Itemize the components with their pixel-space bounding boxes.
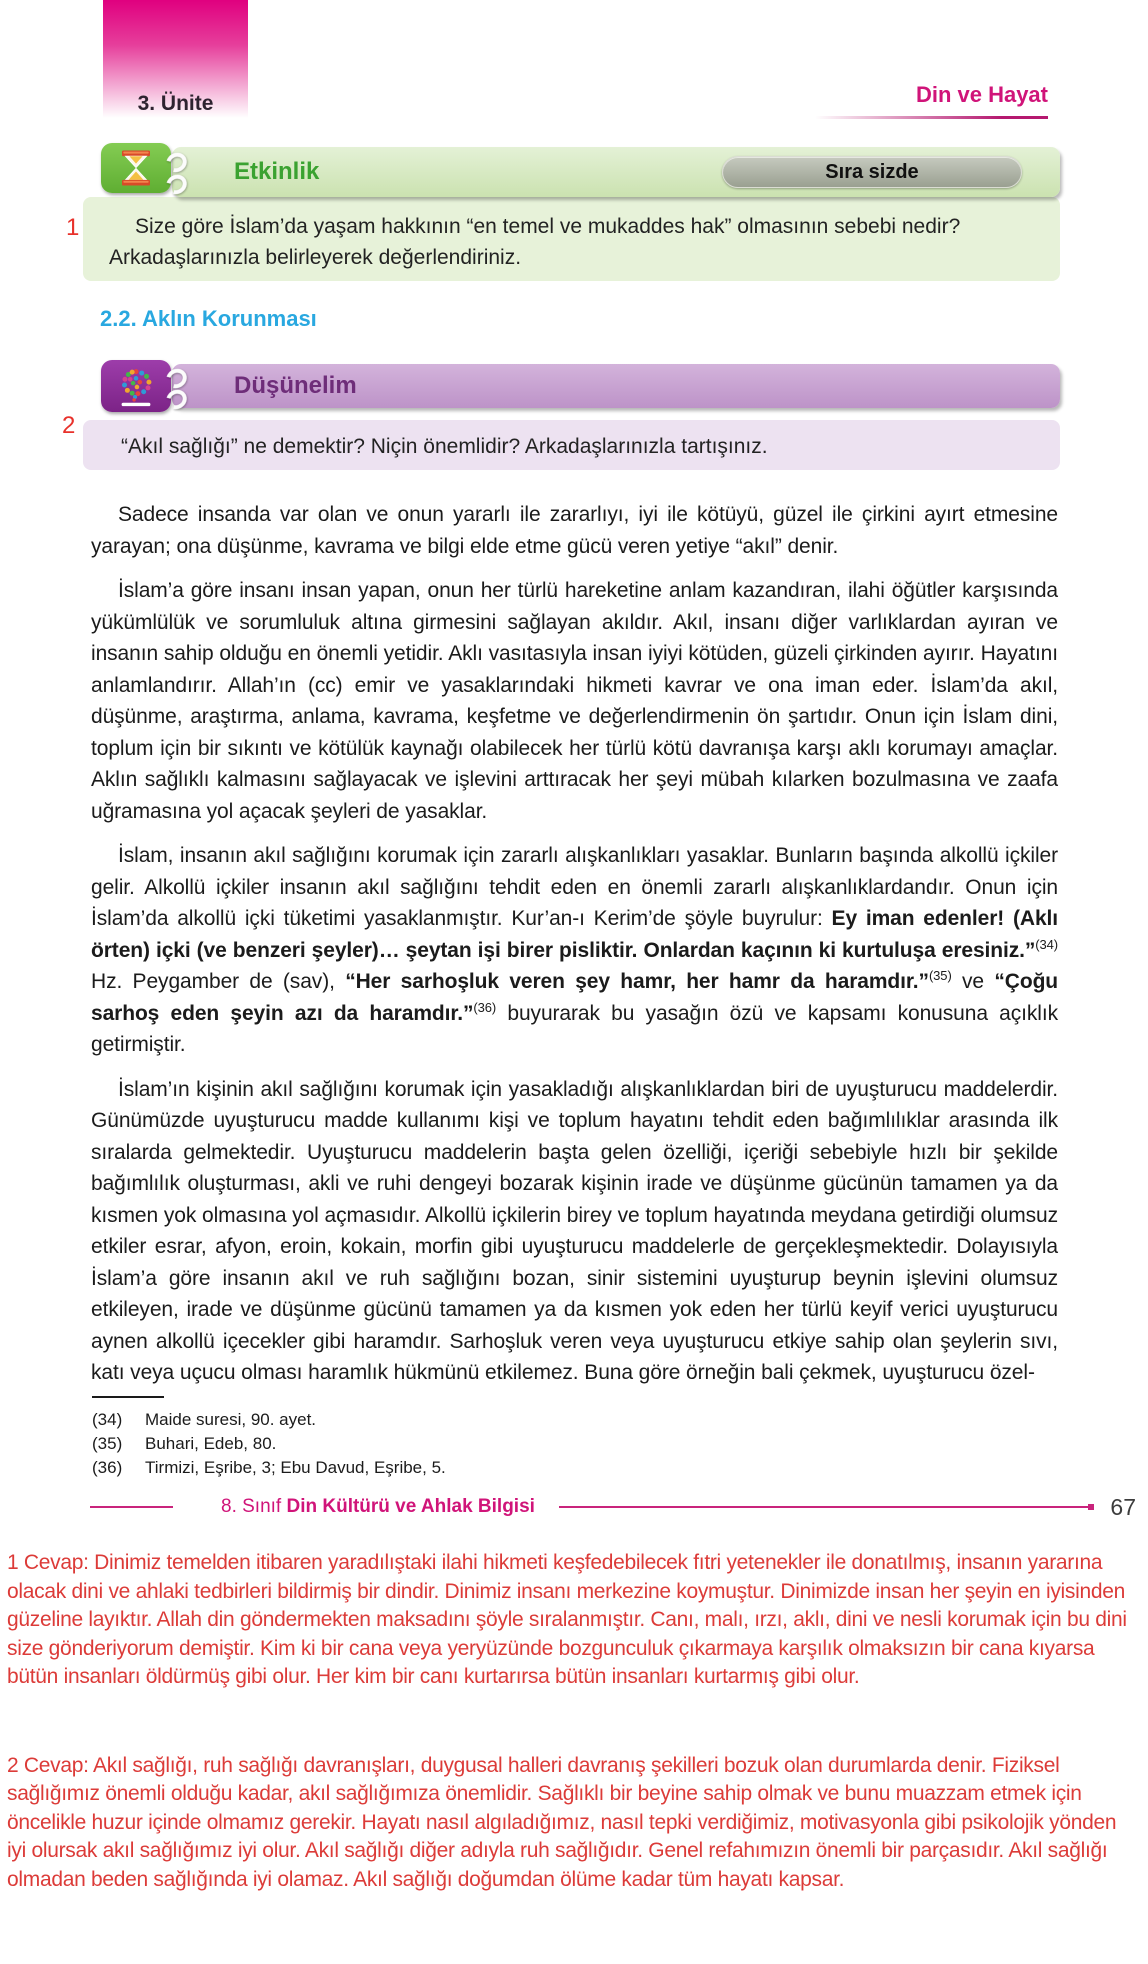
body-paragraph <box>91 499 1058 562</box>
unit-label: 3. Ünite <box>137 92 214 115</box>
body-paragraph <box>91 1074 1058 1389</box>
paragraph-text: İslam, insanın akıl sağlığını korumak için zararlı alışkanlıkları yasaklar. Bunların başında alkollü içkiler gelir. Alkollü içkiler insanın akıl sağlığını tehdit eden en önemli zararlı alışkanlıklardandır. Onun için İslam’da alkollü içki tüketimi yasaklanmıştır. Kur’an-ı Kerim’de şöyle buyrulur: <box>91 844 1058 930</box>
think-header-bar <box>172 364 1060 408</box>
paragraph-text: İslam’a göre insanı insan yapan, onun her türlü hareketine anlam kazandıran, ilahi öğütler karşısında yükümlülük ve sorumluluk altına girmesini sağlayan akıldır. Akıl, insanı diğer varlıklardan ayıran ve insanın sahip olduğu en önemli yetidir. Aklı vasıtasıyla insan iyiyi kötüden, güzeli çirkinden ayırır. Hayatını anlamlandırır. Allah’ın (cc) emir ve yasaklarındaki hikmeti kavrar ve ona iman eder. İslam’da akıl, düşünme, araştırma, anlama, kavrama, keşfetme ve değerlendirmenin ön şartıdır. Onun için İslam dini, toplum için bir sıkıntı ve kötülük kaynağı olabilecek her türlü kötü davranışa karşı aklı korumayı amaçlar. Aklın sağlıklı kalmasını sağlayacak ve işlevini arttıracak her şeyi mübah kılarken bozulmasına ve zaafa uğramasına yol açacak şeyleri de yasaklar. <box>91 579 1058 823</box>
footer-line-dot <box>1088 1504 1094 1510</box>
body-paragraph <box>91 575 1058 827</box>
section-heading: 2.2. Aklın Korunması <box>100 306 317 331</box>
footer-line-short <box>90 1506 173 1508</box>
paragraph-text: Sadece insanda var olan ve onun yararlı ile zararlıyı, iyi ile kötüyü, güzel ile çirkini ayırt etmesine yarayan; ona düşünme, kavrama ve bilgi elde etme gücü veren yetiye “akıl” denir. <box>91 503 1058 558</box>
think-question: “Akıl sağlığı” ne demektir? Niçin önemlidir? Arkadaşlarınızla tartışınız. <box>121 435 768 458</box>
footnote <box>92 1432 852 1456</box>
chapter-underline <box>815 116 1048 119</box>
page-footer <box>90 1494 1136 1520</box>
paragraph-text: buyurarak bu yasağın özü ve kapsamı konusuna açıklık getirmiştir. <box>91 1001 1058 1056</box>
sira-sizde-button[interactable]: Sıra sizde <box>722 156 1022 188</box>
think-title: Düşünelim <box>234 372 357 399</box>
answer-marker-1: 1 <box>66 214 80 241</box>
footnote-ref: (36) <box>473 999 497 1015</box>
paragraph-text: “Her sarhoşluk veren şey hamr, her hamr da haramdır.” <box>345 970 929 993</box>
footer-grade: 8. Sınıf <box>221 1496 287 1517</box>
answer-marker-2: 2 <box>62 412 76 439</box>
footnote <box>92 1408 852 1432</box>
paragraph-text: “Çoğu sarhoş eden şeyin azı da haramdır.” <box>91 970 1059 1025</box>
activity-question: Size göre İslam’da yaşam hakkının “en temel ve mukaddes hak” olmasının sebebi nedir? Arkadaşlarınızla belirleyerek değerlendiriniz. <box>109 215 961 269</box>
footnote-divider <box>92 1396 164 1398</box>
footnote-number: (34) <box>92 1410 123 1429</box>
body-text <box>91 499 1058 1402</box>
paragraph-text: ve <box>951 970 995 993</box>
footnote-text: Tirmizi, Eşribe, 3; Ebu Davud, Eşribe, 5. <box>145 1458 446 1477</box>
brain-icon <box>101 360 171 412</box>
activity-title: Etkinlik <box>234 158 320 185</box>
footnote-ref: (35) <box>928 968 952 983</box>
paragraph-text: İslam’ın kişinin akıl sağlığını korumak için yasakladığı alışkanlıklardan biri de uyuşturucu maddelerdir. Günümüzde uyuşturucu madde kullanımı kişi ve toplum hayatını tehdit eden bağımlılıklar arasında ilk sıralarda gelmektedir. Uyuşturucu maddelerin başta gelen özelliği, içeriği sebebiyle hızlı bir şekilde bağımlılık oluşturması, akli ve ruhi dengeyi bozarak kişinin irade ve düşünme gücünün tamamen ya da kısmen yok olmasına yol açmasıdır. Alkollü içkilerin birey ve toplum hayatında meydana getirdiği olumsuz etkiler esrar, afyon, eroin, kokain, morfin gibi uyuşturucu maddelerle de gerçekleşmektedir. Dolayısıyla İslam’a göre insanın akıl ve ruh sağlığını bozan, sinir sistemini uyuşturup beynin işlevini olumsuz etkileyen, irade ve düşünme gücünü tamamen ya da kısmen yok eden her türlü keyif verici uyuşturucu aynen alkollü içecekler gibi haramdır. Sarhoşluk veren veya uyuşturucu etkiye sahip olan şeylerin sıvı, katı veya uçucu olması haramlık hükmünü etkilemez. Buna göre örneğin bali çekmek, uyuşturucu özel- <box>91 1077 1058 1384</box>
unit-banner <box>103 0 248 118</box>
body-paragraph <box>91 840 1058 1061</box>
answers-section <box>7 1549 1140 1894</box>
footer-line-long <box>559 1506 1088 1508</box>
footnote-number: (35) <box>92 1434 123 1453</box>
footnote <box>92 1456 852 1480</box>
handwritten-answer: 1 Cevap: Dinimiz temelden itibaren yaradılıştaki ilahi hikmeti keşfedebilecek fıtri yetenekler ile donatılmış, insanın yararına olacak dini ve ahlaki tedbirleri bildirmiş bir dindir. Dinimiz insanı merkezine koymuştur. Dinimizde insan her şeyin en iyisinden güzeline layıktır. Allah din göndermekten maksadını şöyle sıralanmıştır. Canı, malı, ırzı, aklı, dini ve nesli korumak için bu dini size gönderiyorum demiştir. Kim ki bir cana veya yeryüzünde bozgunculuk çıkarmaya karşılık olmaksızın bir cana kıyarsa bütün insanları öldürmüş gibi olur. Her kim bir canı kurtarırsa bütün insanları kurtarmış gibi olur. <box>7 1551 1127 1688</box>
hourglass-icon <box>101 143 171 193</box>
footnote-ref: (34) <box>1035 936 1058 952</box>
footnote-number: (36) <box>92 1458 123 1477</box>
paragraph-text: Hz. Peygamber de (sav), <box>91 970 346 993</box>
footnote-text: Buhari, Edeb, 80. <box>145 1434 277 1453</box>
paragraph-text: Ey iman edenler! (Aklı örten) içki (ve benzeri şeyler)… şeytan işi birer pisliktir. Onlardan kaçının ki kurtuluşa eresiniz.” <box>91 907 1059 962</box>
handwritten-answer: 2 Cevap: Akıl sağlığı, ruh sağlığı davranışları, duygusal halleri davranış şekilleri bozuk olan durumlarda denir. Fiziksel sağlığımız önemli olduğu kadar, akıl sağlığımıza önemlidir. Sağlıklı bir beyine sahip olmak ve bunu muazzam etmek için öncelikle huzur içinde olmamız gerekir. Hayatı nasıl algıladığımız, nasıl tepki verdiğimiz, motivasyonla gibi psikolojik yönden iyi olursak akıl sağlığımız iyi olur. Akıl sağlığı diğer adıyla ruh sağlığıdır. Genel refahımızın önemli bir parçasıdır. Akıl sağlığı olmadan beden sağlığında iyi olamaz. Akıl sağlığı doğumdan ölüme kadar tüm hayatı kapsar. <box>7 1753 1117 1891</box>
footnotes <box>92 1408 852 1480</box>
activity-question-box <box>83 197 1060 281</box>
activity-header-bar <box>172 147 1060 197</box>
footer-book-name: Din Kültürü ve Ahlak Bilgisi <box>286 1496 535 1517</box>
footnote-text: Maide suresi, 90. ayet. <box>145 1410 317 1429</box>
page-number: 67 <box>1110 1493 1136 1520</box>
footer-book-title <box>221 1496 535 1518</box>
think-question-box <box>83 420 1060 470</box>
chapter-title: Din ve Hayat <box>915 82 1048 107</box>
